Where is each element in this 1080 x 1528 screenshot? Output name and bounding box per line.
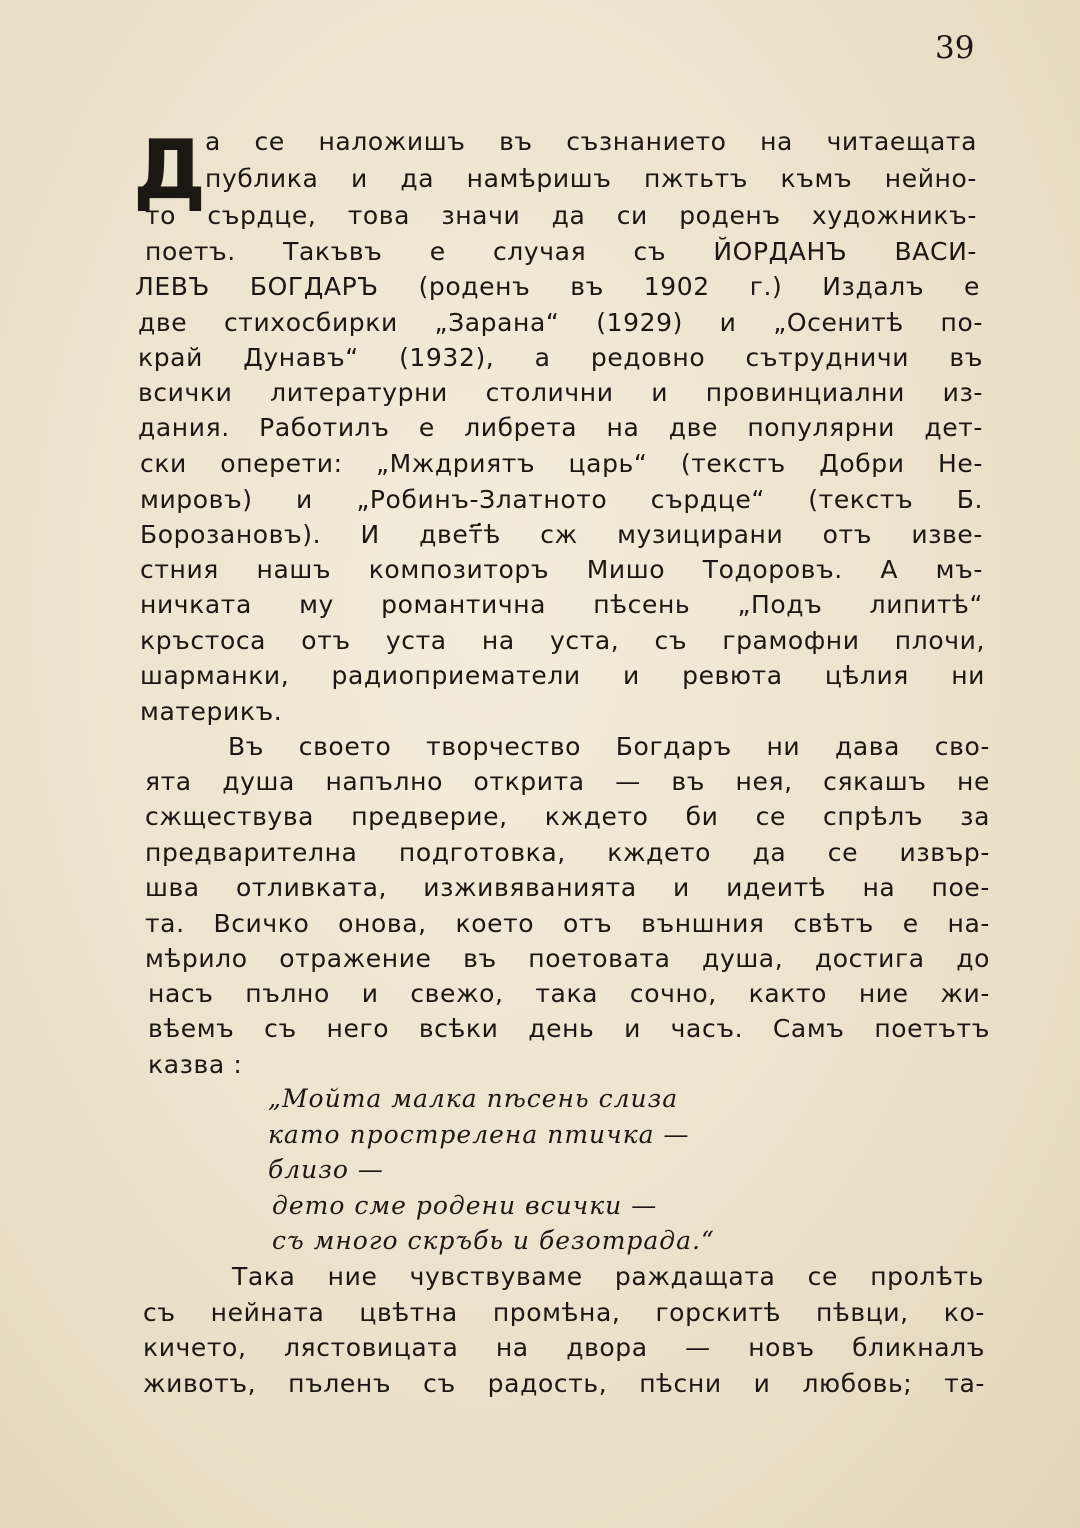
- text-line: а се наложишъ въ съзнанието на читаещата: [205, 127, 977, 156]
- text-line: Така ние чувствуваме раждащата се пролѣть: [232, 1262, 984, 1291]
- text-line: та. Всичко онова, което отъ външния свѣтъ е на-: [145, 909, 990, 938]
- text-line: край Дунавъ“ (1932), а редовно сътрудничи въ: [138, 343, 983, 372]
- verse-line: дето сме родени всички —: [272, 1191, 658, 1220]
- text-line: мѣрило отражение въ поетовата душа, достига до: [145, 944, 990, 973]
- text-line: Борозановъ). И двет҃ѣ сж музицирани отъ изве-: [140, 520, 983, 549]
- text-line: животъ, пъленъ съ радость, пѣсни и любовь; та-: [143, 1369, 985, 1398]
- text-line: всички литературни столични и провинциални из-: [138, 378, 983, 407]
- text-line: дания. Работилъ е либрета на две популярни дет-: [138, 413, 983, 442]
- text-line: ята душа напълно открита — въ нея, сякашъ не: [145, 767, 990, 796]
- text-line: ничката му романтична пѣсень „Подъ липитѣ“: [140, 590, 983, 619]
- text-line: шарманки, радиоприематели и ревюта цѣлия ни: [140, 661, 985, 690]
- text-line: казва :: [148, 1050, 243, 1079]
- page-number: 39: [935, 30, 975, 66]
- text-line: съ нейната цвѣтна промѣна, горскитѣ пѣвци, ко-: [143, 1298, 985, 1327]
- text-line: две стихосбирки „Зарана“ (1929) и „Осенитѣ по-: [138, 308, 983, 337]
- verse-line: „Мойта малка пѣсень слиза: [268, 1084, 679, 1113]
- text-line: ски оперети: „Мждриятъ царь“ (текстъ Добри Не-: [140, 449, 983, 478]
- text-line: вѣемъ съ него всѣки день и часъ. Самъ поетътъ: [148, 1014, 990, 1043]
- drop-cap: Д: [133, 123, 207, 218]
- text-line: сжществува предверие, кждето би се спрѣлъ за: [145, 802, 990, 831]
- verse-line: като прострелена птичка —: [268, 1120, 690, 1149]
- text-line: предварителна подготовка, кждето да се извър-: [145, 838, 990, 867]
- text-line: стния нашъ композиторъ Мишо Тодоровъ. А мъ-: [140, 555, 983, 584]
- text-line: ЛЕВЪ БОГДАРЪ (роденъ въ 1902 г.) Издалъ е: [135, 272, 980, 301]
- text-line: материкъ.: [140, 697, 283, 726]
- verse-line: съ много скръбь и безотрада.“: [272, 1226, 715, 1255]
- text-line: публика и да намѣришъ пжтьтъ къмъ нейно-: [205, 164, 977, 193]
- text-line: шва отливката, изживяванията и идеитѣ на пое-: [145, 873, 990, 902]
- text-line: мировъ) и „Робинъ-Златното сърдце“ (текстъ Б.: [140, 485, 983, 514]
- text-line: кичето, лястовицата на двора — новъ бликналъ: [143, 1333, 985, 1362]
- text-line: Въ своето творчество Богдаръ ни дава сво-: [228, 732, 990, 761]
- text-line: кръстоса отъ уста на уста, съ грамофни плочи,: [140, 626, 985, 655]
- text-line: насъ пълно и свежо, така сочно, както ние жи-: [148, 979, 990, 1008]
- verse-line: близо —: [268, 1155, 384, 1184]
- text-line: поетъ. Такъвъ е случая съ ЙОРДАНЪ ВАСИ-: [145, 237, 977, 266]
- text-line: то сърдце, това значи да си роденъ художникъ-: [145, 201, 977, 230]
